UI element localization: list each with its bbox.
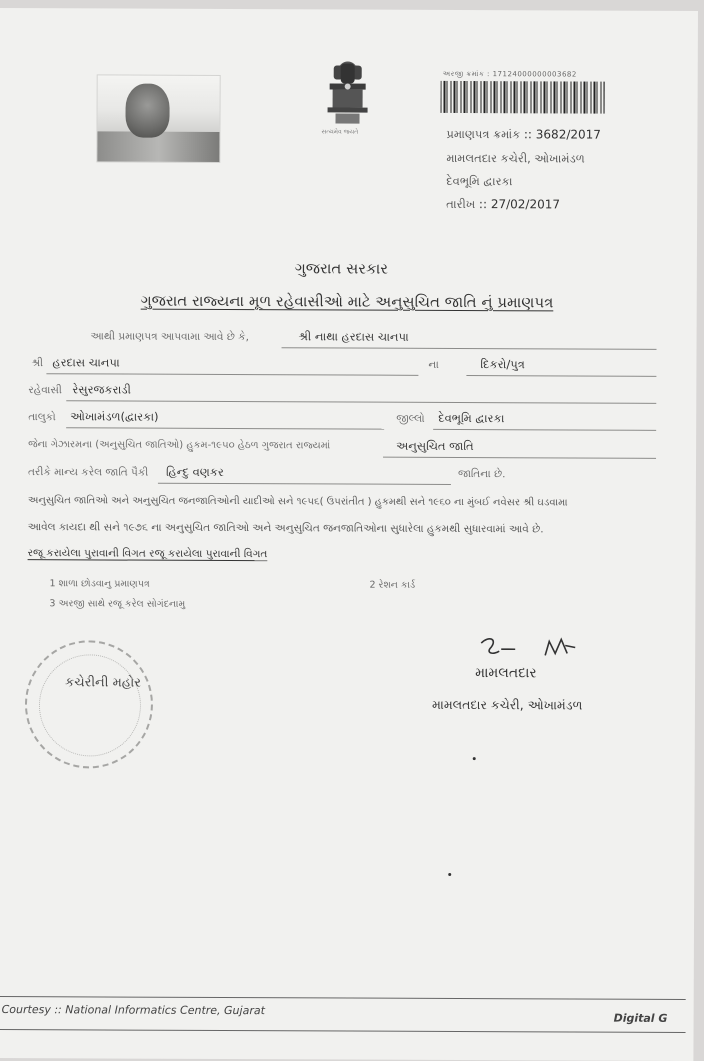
district-label: જીલ્લો — [396, 412, 425, 425]
signature-mark — [475, 633, 585, 669]
notification-label: જેના ગેઝારમના (અનુસુચિત જાતિઓ) હુકમ-૧૯૫૦ હેઠળ ગુજરાત રાજ્યમાં — [28, 439, 331, 452]
page-title: ગુજરાત સરકાર — [294, 259, 389, 278]
legal-paragraph-line-2: આવેલ કાયદા થી સને ૧૯૭૬ ના અનુસુચિત જાતિઓ અને અનુસુચિત જનજાતિઓના સુધારેલા હુકમથી સુધારવામાં આવે છે. — [27, 521, 544, 536]
category-line — [383, 457, 656, 459]
relation-value: દિકરો/પુત્ર — [480, 357, 525, 372]
emblem-caption: સત્યમેવ જયતે — [321, 128, 359, 136]
footer-courtesy: Courtesy :: National Informatics Centre, Gujarat — [1, 1003, 265, 1018]
issue-date: :: 27/02/2017 — [478, 197, 561, 212]
footer-divider-top — [0, 996, 686, 1000]
holder-photo — [96, 74, 220, 163]
certificate-page — [0, 8, 698, 1061]
certificate-number: :: 3682/2017 — [523, 127, 601, 142]
office-seal — [25, 640, 154, 769]
relation-label: ના — [428, 358, 439, 371]
date-row — [446, 197, 560, 212]
signatory-title: મામલતદાર — [475, 665, 537, 682]
relation-line — [466, 375, 656, 377]
father-prefix: શ્રી — [31, 357, 44, 370]
intro-label: આથી પ્રમાણપત્ર આપવામા આવે છે કે, — [90, 330, 249, 344]
caste-suffix: જાતિના છે. — [457, 468, 506, 481]
district-value: દેવભૂમિ દ્વારકા — [438, 410, 505, 426]
legal-paragraph-line-1: અનુસુચિત જાતિઓ અને અનુસુચિત જનજાતિઓની યાદીઓ સને ૧૯૫૬( ઉપરાંતીત ) હુકમથી સને ૧૯૬૦ ના મુંબઈ નવેસર શ્રી ઘડવામા — [27, 495, 568, 509]
office-line: મામલતદાર કચેરી, ઓખામંડળ — [446, 150, 585, 166]
holder-name-line — [282, 347, 657, 350]
resident-value: રેસુરજકરાડી — [72, 382, 131, 397]
certificate-number-label: પ્રમાણપત્ર ક્રમાંક — [446, 126, 521, 142]
document-item: 1 શાળા છોડવાનુ પ્રમાણપત્ર — [49, 578, 150, 590]
speck — [448, 873, 451, 876]
seal-label: કચેરીની મહોર — [65, 675, 142, 691]
document-item: 3 અરજી સાથે રજૂ કરેલ સોગંદનામુ — [49, 598, 186, 610]
signatory-office: મામલતદાર કચેરી, ઓખામંડળ — [431, 696, 583, 713]
footer-digital: Digital G — [613, 1011, 668, 1025]
certificate-subtitle: ગુજરાત રાજ્યના મૂળ રહેવાસીઓ માટે અનુસુચિત જાતિ નું પ્રમાણપત્ર — [140, 291, 554, 312]
holder-name: શ્રી નાથા હરદાસ ચાનપા — [298, 329, 409, 344]
category-value: અનુસુચિત જાતિ — [396, 438, 474, 454]
evidence-heading: રજૂ કરાયેલા પુરાવાની વિગત રજૂ કરાયેલા પુરાવાની વિગત — [27, 547, 268, 561]
date-label: તારીખ — [446, 196, 476, 212]
speck — [473, 757, 476, 760]
resident-line — [66, 400, 656, 404]
national-emblem-icon — [317, 55, 377, 131]
district-line: દેવભૂમિ દ્વારકા — [446, 173, 513, 189]
taluka-label: તાલુકો — [28, 411, 56, 424]
recognized-label: તરીકે માન્ય કરેલ જાતિ પૈકી — [27, 466, 149, 479]
application-number: અરજી ક્રમાંક : 17124000000003682 — [442, 69, 577, 79]
father-name: હરદાસ ચાનપા — [52, 355, 120, 370]
taluka-line — [66, 427, 384, 429]
certificate-number-row — [446, 127, 601, 143]
district-field-line — [433, 429, 656, 431]
taluka-value: ઓખામંડળ(દ્વારકા) — [70, 409, 159, 424]
caste-value: હિન્દુ વણકર — [165, 464, 224, 479]
barcode — [441, 81, 605, 114]
footer-divider-bottom — [0, 1029, 686, 1033]
caste-line — [158, 483, 451, 485]
seal-inner-ring — [39, 654, 141, 756]
father-name-line — [46, 373, 418, 376]
document-item: 2 રેશન કાર્ડ — [369, 579, 416, 591]
resident-label: રહેવાસી — [28, 384, 62, 397]
photo-face — [125, 84, 169, 138]
